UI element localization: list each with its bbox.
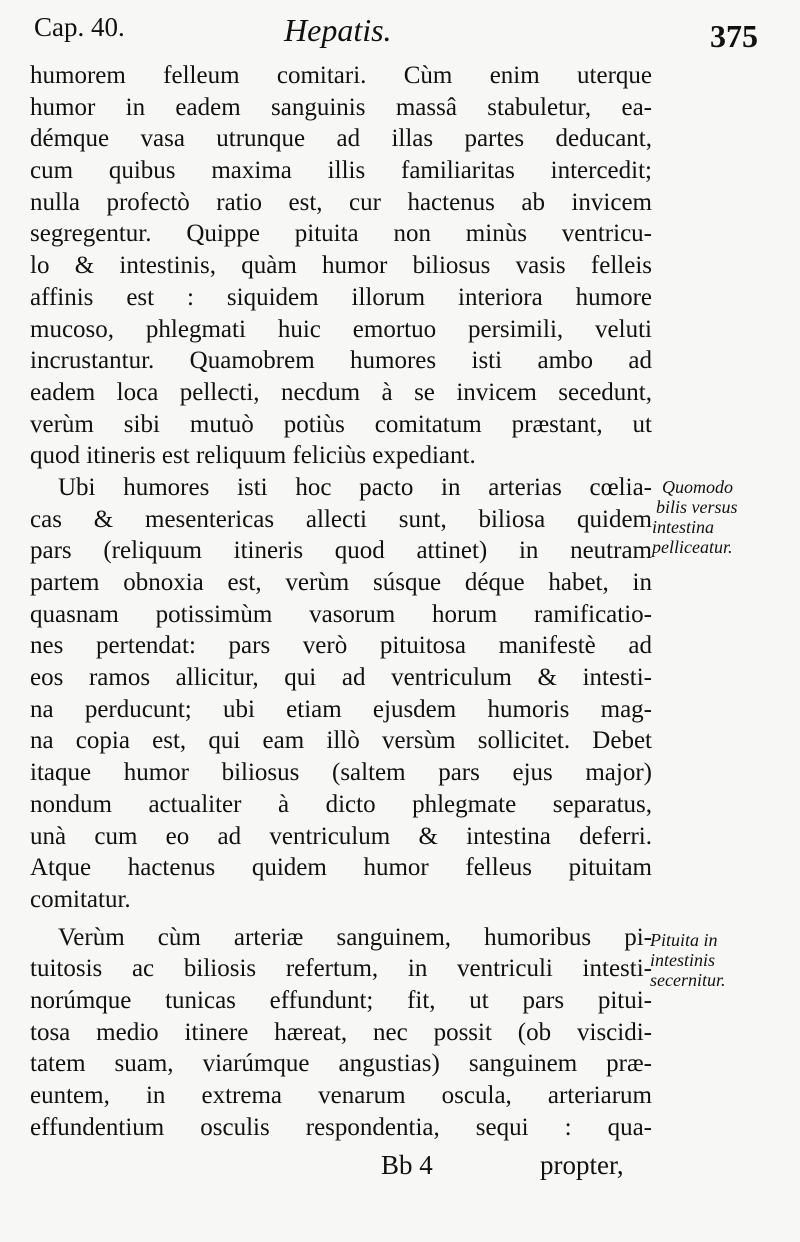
text-line: nondum actualiter à dicto phlegmate separatus, — [30, 790, 652, 818]
text-line: eadem loca pellecti, necdum à se invicem secedunt, — [30, 378, 652, 406]
text-line: verùm sibi mutuò potiùs comitatum præstant, ut — [30, 410, 652, 438]
text-line: humorem felleum comitari. Cùm enim uterque — [30, 62, 652, 89]
paragraph-3 — [30, 922, 652, 1144]
text-line: unà cum eo ad ventriculum & intestina deferri. — [30, 822, 652, 850]
text-line: mucoso, phlegmati huic emortuo persimili, veluti — [30, 315, 652, 343]
text-line: Verùm cùm arteriæ sanguinem, humoribus pi- — [58, 923, 652, 951]
page-header — [0, 0, 800, 60]
text-line: quasnam potissimùm vasorum horum ramificatio- — [30, 600, 652, 628]
catchword: propter, — [540, 1150, 624, 1180]
text-line: tuitosis ac biliosis refertum, in ventriculi intesti- — [30, 955, 652, 983]
text-line: nulla profectò ratio est, cur hactenus ab invicem — [30, 188, 652, 216]
text-line: tatem suam, viarúmque angustias) sanguinem præ- — [30, 1050, 652, 1078]
margin-note-line: pelliceatur. — [652, 537, 733, 557]
text-line: eos ramos allicitur, qui ad ventriculum & intesti- — [30, 664, 652, 692]
margin-note-line: bilis versus — [656, 497, 738, 517]
text-line: Ubi humores isti hoc pacto in arterias cœlia- — [58, 473, 652, 501]
running-title: Hepatis. — [284, 12, 392, 48]
page-footer — [0, 1150, 800, 1186]
text-line: norúmque tunicas effundunt; fit, ut pars pitui- — [30, 986, 652, 1014]
text-line: Atque hactenus quidem humor felleus pituitam — [30, 854, 652, 882]
text-line: affinis est : siquidem illorum interiora humore — [30, 283, 652, 311]
text-line: cum quibus maxima illis familiaritas intercedit; — [30, 157, 652, 185]
page-number: 375 — [710, 18, 758, 54]
text-line: lo & intestinis, quàm humor biliosus vasis felleis — [30, 252, 652, 280]
text-line: na perducunt; ubi etiam ejusdem humoris mag- — [30, 695, 652, 723]
text-line: partem obnoxia est, verùm súsque déque habet, in — [30, 569, 652, 596]
chapter-label: Cap. 40. — [34, 12, 125, 42]
text-line: effundentium osculis respondentia, sequi : qua- — [30, 1113, 652, 1141]
margin-note-line: intestinis — [650, 950, 716, 970]
text-line: comitatur. — [30, 885, 131, 913]
margin-note-line: Quomodo — [662, 477, 733, 497]
text-line: na copia est, qui eam illò versùm sollicitet. Debet — [30, 727, 652, 755]
paragraph-2 — [30, 472, 652, 916]
margin-note-line: secernitur. — [650, 970, 726, 990]
margin-note-pituita — [650, 930, 726, 990]
text-line: nes pertendat: pars verò pituitosa manifestè ad — [30, 632, 652, 660]
text-line: humor in eadem sanguinis massâ stabuletur, ea- — [30, 93, 652, 121]
text-line: tosa medio itinere hæreat, nec possit (ob viscidi- — [30, 1018, 652, 1046]
text-line: démque vasa utrunque ad illas partes deducant, — [30, 125, 652, 153]
text-line: segregentur. Quippe pituita non minùs ventricu- — [30, 220, 652, 248]
text-line: pars (reliquum itineris quod attinet) in neutram — [30, 537, 652, 565]
margin-note-line: intestina — [652, 517, 714, 537]
margin-note-line: Pituita in — [650, 930, 718, 950]
text-line: euntem, in extrema venarum oscula, arteriarum — [30, 1082, 652, 1109]
body-text — [30, 60, 652, 1143]
paragraph-1 — [30, 60, 652, 472]
text-line: incrustantur. Quamobrem humores isti ambo ad — [30, 347, 652, 375]
signature-mark: Bb 4 — [381, 1150, 433, 1180]
text-line: quod itineris est reliquum feliciùs expediant. — [30, 442, 476, 470]
text-line: itaque humor biliosus (saltem pars ejus major) — [30, 759, 652, 787]
text-line: cas & mesentericas allecti sunt, biliosa quidem — [30, 505, 652, 533]
margin-note-bile — [652, 477, 738, 557]
